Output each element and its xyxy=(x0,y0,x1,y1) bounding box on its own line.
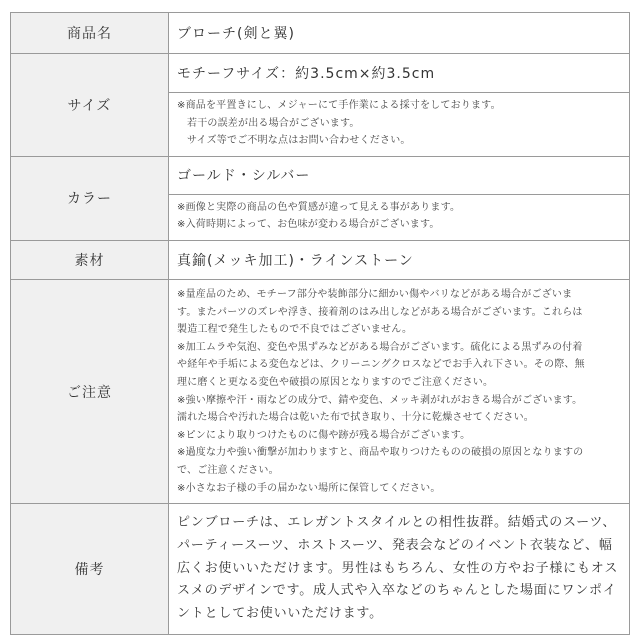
label-material: 素材 xyxy=(11,240,169,279)
cell-color xyxy=(169,156,630,240)
caution-line: 製造工程で発生したもので不良ではございません。 xyxy=(177,324,413,336)
remarks-line: ピンブローチは、エレガントスタイルとの相性抜群。結婚式のスーツ、 xyxy=(177,515,617,531)
remarks-line: ントとしてお使いいただけます。 xyxy=(177,606,383,622)
remarks-text xyxy=(169,504,630,635)
size-note: 若干の誤差が出る場合がございます。 xyxy=(187,117,360,129)
row-size xyxy=(11,54,630,157)
value-color: ゴールド・シルバー xyxy=(177,168,311,185)
caution-line: 理に磨くと更なる変色や破損の原因となりますのでご注意ください。 xyxy=(177,376,494,388)
caution-line: ※強い摩擦や汗・雨などの成分で、錆や変色、メッキ剥がれがおきる場合がございます。 xyxy=(177,394,583,406)
caution-notes xyxy=(169,279,630,503)
color-note: ※入荷時期によって、お色味が変わる場合がございます。 xyxy=(177,219,440,231)
value-size: モチーフサイズ：約3.5cm×約3.5cm xyxy=(177,66,436,82)
value-material: 真鍮(メッキ加工)・ラインストーン xyxy=(169,240,630,279)
remarks-line: パーティースーツ、ホストスーツ、発表会などのイベント衣装など、幅 xyxy=(177,537,613,553)
color-notes xyxy=(169,194,629,240)
cell-size xyxy=(169,54,630,157)
row-product-name xyxy=(11,13,630,54)
caution-line: や経年や手垢による変色などは、クリーニングクロスなどでお手入れ下さい。その際、無 xyxy=(177,359,585,371)
row-remarks xyxy=(11,504,630,635)
product-spec-table-wrapper xyxy=(10,12,630,635)
remarks-line: スメのデザインです。成人式や入卒などのちゃんとした場面にワンポイ xyxy=(177,583,617,599)
row-caution xyxy=(11,279,630,503)
label-product-name: 商品名 xyxy=(11,13,169,54)
caution-line: ※小さなお子様の手の届かない場所に保管してください。 xyxy=(177,482,441,494)
caution-line: ※加工ムラや気泡、変色や黒ずみなどがある場合がございます。硫化による黒ずみの付着 xyxy=(177,341,583,353)
caution-line: 濡れた場合や汚れた場合は乾いた布で拭き取り、十分に乾燥させてください。 xyxy=(177,412,534,424)
color-note: ※画像と実際の商品の色や質感が違って見える事があります。 xyxy=(177,201,461,213)
caution-line: ※量産品のため、モチーフ部分や装飾部分に細かい傷やバリなどがある場合がございま xyxy=(177,288,573,300)
caution-line: ※ピンにより取りつけたものに傷や跡が残る場合がございます。 xyxy=(177,429,471,441)
caution-line: す。またパーツのズレや浮き、接着剤のはみ出しなどがある場合がございます。これらは xyxy=(177,306,583,318)
label-caution: ご注意 xyxy=(11,279,169,503)
label-size: サイズ xyxy=(11,54,169,157)
remarks-line: 広くお使いいただけます。男性はもちろん、女性の方やお子様にもオス xyxy=(177,560,619,576)
caution-line: で、ご注意ください。 xyxy=(177,464,279,476)
caution-line: ※過度な力や強い衝撃が加わりますと、商品や取りつけたものの破損の原因となりますの xyxy=(177,447,584,459)
value-product-name: ブローチ(剣と翼) xyxy=(169,13,630,54)
label-remarks: 備考 xyxy=(11,504,169,635)
row-material xyxy=(11,240,630,279)
row-color xyxy=(11,156,630,240)
product-spec-table xyxy=(10,12,630,635)
size-note: ※商品を平置きにし、メジャーにて手作業による採寸をしております。 xyxy=(177,100,501,111)
size-note: サイズ等でご不明な点はお問い合わせください。 xyxy=(187,135,411,147)
size-notes xyxy=(169,92,629,156)
label-color: カラー xyxy=(11,156,169,240)
